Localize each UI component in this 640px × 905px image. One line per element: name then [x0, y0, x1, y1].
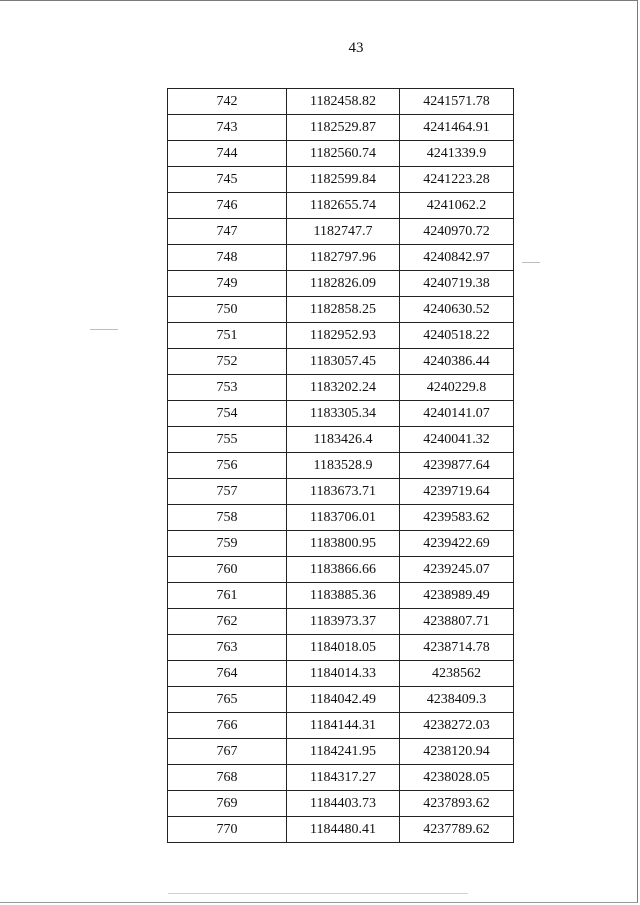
table-row — [168, 115, 514, 141]
point-number-cell: 752 — [168, 349, 287, 375]
point-number-cell: 753 — [168, 375, 287, 401]
point-number-cell: 757 — [168, 479, 287, 505]
y-coordinate-cell: 4237789.62 — [400, 817, 514, 843]
point-number-cell: 751 — [168, 323, 287, 349]
point-number-cell: 761 — [168, 583, 287, 609]
table-row — [168, 453, 514, 479]
y-coordinate-cell: 4238989.49 — [400, 583, 514, 609]
point-number-cell: 767 — [168, 739, 287, 765]
y-coordinate-cell: 4238028.05 — [400, 765, 514, 791]
scan-mark — [90, 329, 118, 330]
point-number-cell: 747 — [168, 219, 287, 245]
x-coordinate-cell: 1182858.25 — [287, 297, 400, 323]
y-coordinate-cell: 4240970.72 — [400, 219, 514, 245]
x-coordinate-cell: 1182655.74 — [287, 193, 400, 219]
point-number-cell: 749 — [168, 271, 287, 297]
table-row — [168, 609, 514, 635]
point-number-cell: 754 — [168, 401, 287, 427]
coordinates-table — [167, 88, 514, 843]
x-coordinate-cell: 1182797.96 — [287, 245, 400, 271]
y-coordinate-cell: 4238714.78 — [400, 635, 514, 661]
y-coordinate-cell: 4238272.03 — [400, 713, 514, 739]
y-coordinate-cell: 4241223.28 — [400, 167, 514, 193]
point-number-cell: 769 — [168, 791, 287, 817]
x-coordinate-cell: 1183885.36 — [287, 583, 400, 609]
point-number-cell: 748 — [168, 245, 287, 271]
point-number-cell: 768 — [168, 765, 287, 791]
x-coordinate-cell: 1182826.09 — [287, 271, 400, 297]
table-row — [168, 245, 514, 271]
x-coordinate-cell: 1183305.34 — [287, 401, 400, 427]
y-coordinate-cell: 4240041.32 — [400, 427, 514, 453]
x-coordinate-cell: 1183673.71 — [287, 479, 400, 505]
table-row — [168, 635, 514, 661]
table-body — [168, 89, 514, 843]
x-coordinate-cell: 1184403.73 — [287, 791, 400, 817]
x-coordinate-cell: 1183866.66 — [287, 557, 400, 583]
x-coordinate-cell: 1182458.82 — [287, 89, 400, 115]
table-row — [168, 375, 514, 401]
point-number-cell: 750 — [168, 297, 287, 323]
table-row — [168, 531, 514, 557]
y-coordinate-cell: 4241464.91 — [400, 115, 514, 141]
x-coordinate-cell: 1184018.05 — [287, 635, 400, 661]
point-number-cell: 758 — [168, 505, 287, 531]
x-coordinate-cell: 1182560.74 — [287, 141, 400, 167]
y-coordinate-cell: 4240229.8 — [400, 375, 514, 401]
y-coordinate-cell: 4239719.64 — [400, 479, 514, 505]
y-coordinate-cell: 4241339.9 — [400, 141, 514, 167]
table-row — [168, 479, 514, 505]
y-coordinate-cell: 4237893.62 — [400, 791, 514, 817]
table-row — [168, 427, 514, 453]
point-number-cell: 742 — [168, 89, 287, 115]
x-coordinate-cell: 1183706.01 — [287, 505, 400, 531]
x-coordinate-cell: 1184317.27 — [287, 765, 400, 791]
scan-mark — [522, 262, 540, 263]
table-row — [168, 271, 514, 297]
y-coordinate-cell: 4240842.97 — [400, 245, 514, 271]
y-coordinate-cell: 4239877.64 — [400, 453, 514, 479]
x-coordinate-cell: 1184144.31 — [287, 713, 400, 739]
x-coordinate-cell: 1183426.4 — [287, 427, 400, 453]
point-number-cell: 743 — [168, 115, 287, 141]
table-row — [168, 141, 514, 167]
table-row — [168, 739, 514, 765]
point-number-cell: 764 — [168, 661, 287, 687]
table-row — [168, 713, 514, 739]
y-coordinate-cell: 4240630.52 — [400, 297, 514, 323]
y-coordinate-cell: 4238409.3 — [400, 687, 514, 713]
point-number-cell: 744 — [168, 141, 287, 167]
y-coordinate-cell: 4240518.22 — [400, 323, 514, 349]
y-coordinate-cell: 4240386.44 — [400, 349, 514, 375]
x-coordinate-cell: 1184042.49 — [287, 687, 400, 713]
y-coordinate-cell: 4239245.07 — [400, 557, 514, 583]
point-number-cell: 756 — [168, 453, 287, 479]
point-number-cell: 765 — [168, 687, 287, 713]
page-number: 43 — [348, 40, 364, 56]
table-row — [168, 167, 514, 193]
x-coordinate-cell: 1182599.84 — [287, 167, 400, 193]
y-coordinate-cell: 4238807.71 — [400, 609, 514, 635]
table-row — [168, 349, 514, 375]
y-coordinate-cell: 4239583.62 — [400, 505, 514, 531]
y-coordinate-cell: 4239422.69 — [400, 531, 514, 557]
scan-mark — [168, 893, 468, 894]
y-coordinate-cell: 4240719.38 — [400, 271, 514, 297]
table-row — [168, 401, 514, 427]
x-coordinate-cell: 1184480.41 — [287, 817, 400, 843]
table-row — [168, 297, 514, 323]
table-row — [168, 89, 514, 115]
table-row — [168, 583, 514, 609]
x-coordinate-cell: 1182747.7 — [287, 219, 400, 245]
table-row — [168, 765, 514, 791]
y-coordinate-cell: 4241062.2 — [400, 193, 514, 219]
point-number-cell: 762 — [168, 609, 287, 635]
table-row — [168, 193, 514, 219]
point-number-cell: 746 — [168, 193, 287, 219]
table-row — [168, 557, 514, 583]
y-coordinate-cell: 4238562 — [400, 661, 514, 687]
table-row — [168, 791, 514, 817]
point-number-cell: 759 — [168, 531, 287, 557]
y-coordinate-cell: 4241571.78 — [400, 89, 514, 115]
point-number-cell: 745 — [168, 167, 287, 193]
table-row — [168, 323, 514, 349]
x-coordinate-cell: 1184014.33 — [287, 661, 400, 687]
x-coordinate-cell: 1182952.93 — [287, 323, 400, 349]
table-row — [168, 219, 514, 245]
x-coordinate-cell: 1183202.24 — [287, 375, 400, 401]
x-coordinate-cell: 1183528.9 — [287, 453, 400, 479]
y-coordinate-cell: 4238120.94 — [400, 739, 514, 765]
table-row — [168, 661, 514, 687]
y-coordinate-cell: 4240141.07 — [400, 401, 514, 427]
point-number-cell: 766 — [168, 713, 287, 739]
x-coordinate-cell: 1183800.95 — [287, 531, 400, 557]
x-coordinate-cell: 1182529.87 — [287, 115, 400, 141]
table-row — [168, 817, 514, 843]
table-row — [168, 687, 514, 713]
x-coordinate-cell: 1183057.45 — [287, 349, 400, 375]
point-number-cell: 763 — [168, 635, 287, 661]
x-coordinate-cell: 1183973.37 — [287, 609, 400, 635]
point-number-cell: 760 — [168, 557, 287, 583]
x-coordinate-cell: 1184241.95 — [287, 739, 400, 765]
point-number-cell: 770 — [168, 817, 287, 843]
table-row — [168, 505, 514, 531]
point-number-cell: 755 — [168, 427, 287, 453]
